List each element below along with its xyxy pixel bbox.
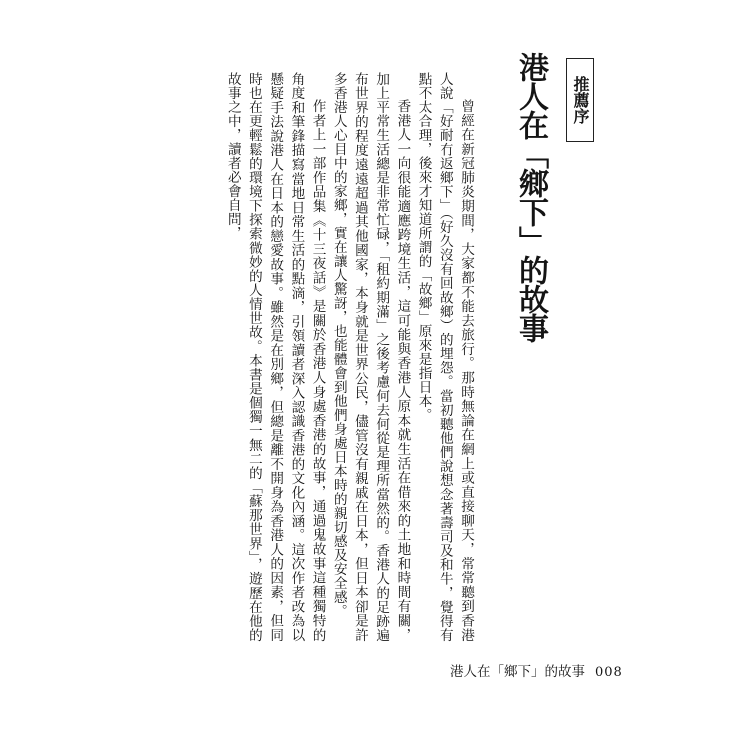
paragraph: 曾經在新冠肺炎期間，大家都不能去旅行。那時無論在網上或直接聊天，常常聽到香港人說「好耐冇返鄉下」（好久沒有回故鄉）的埋怨。當初聽他們說想念著壽司及和牛，覺得有點不太合理，後來才知道所謂的「故鄉」原來是指日本。 [415,72,474,642]
paragraph: 香港人一向很能適應跨境生活，這可能與香港人原本就生活在借來的土地和時間有關，加上平常生活總是非常忙碌，「租約期滿」之後考慮何去何從是理所當然的。香港人的足跡遍布世界的程度遠遠超過其他國家，本身就是世界公民，儘管沒有親戚在日本，但日本卻是許多香港人心目中的家鄉，實在讓人驚訝，也能體會到他們身處日本時的親切感及安全感。 [330,72,411,642]
running-title: 港人在「鄉下」的故事 [450,664,585,680]
body-text [222,72,476,642]
paragraph: 作者上一部作品集《十三夜話》是關於香港人身處香港的故事，通過鬼故事這種獨特的角度和筆鋒描寫當地日常生活的點滴，引領讀者深入認識香港的文化內涵。這次作者改為以懸疑手法說港人在日本的戀愛故事。雖然是在別鄉，但總是離不開身為香港人的因素，但同時也在更輕鬆的環境下探索微妙的人情世故。本書是個獨一無二的「蘇那世界」，遊歷在他的故事之中，讀者必會自問， [224,72,326,642]
page-footer [450,660,623,680]
page-number: 008 [595,665,623,680]
section-label: 推薦序 [566,58,594,142]
page-title: 港人在「鄉下」的故事 [513,52,548,342]
